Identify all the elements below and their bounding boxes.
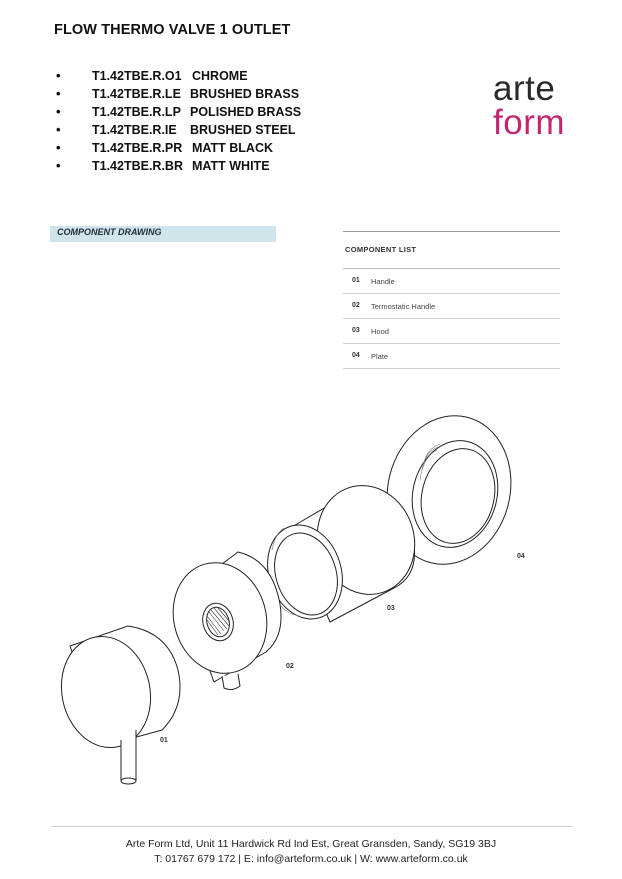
component-row	[343, 269, 560, 294]
section-label: COMPONENT DRAWING	[57, 227, 162, 237]
product-code: T1.42TBE.R.LE	[92, 87, 181, 101]
component-list-title: COMPONENT LIST	[345, 245, 417, 254]
logo-line-form: form	[493, 103, 565, 142]
product-item	[54, 85, 300, 103]
product-item	[54, 139, 273, 157]
component-row	[343, 294, 560, 319]
component-name: Termostatic Handle	[371, 302, 436, 311]
product-item	[54, 121, 296, 139]
arteform-logo	[493, 69, 565, 142]
component-number: 01	[352, 277, 360, 284]
product-code-list	[54, 67, 302, 175]
component-name: Handle	[371, 277, 395, 286]
product-item	[54, 103, 302, 121]
component-row	[343, 344, 560, 369]
component-name: Hood	[371, 327, 389, 336]
footer-address: Arte Form Ltd, Unit 11 Hardwick Rd Ind Est, Great Gransden, Sandy, SG19 3BJ	[125, 838, 497, 850]
component-name: Plate	[371, 352, 389, 361]
footer-divider	[52, 826, 572, 827]
bullet-icon: •	[56, 68, 61, 83]
component-drawing-heading	[50, 226, 276, 242]
product-code: T1.42TBE.R.LP	[92, 105, 181, 119]
component-list-table	[343, 231, 560, 369]
product-code: T1.42TBE.R.O1	[92, 69, 182, 83]
component-row	[343, 319, 560, 344]
handle-part	[51, 626, 180, 784]
product-code: T1.42TBE.R.PR	[92, 141, 183, 155]
product-finish: CHROME	[192, 69, 248, 83]
component-number: 02	[352, 302, 360, 309]
exploded-component-drawing	[0, 400, 622, 800]
product-code: T1.42TBE.R.IE	[92, 123, 177, 137]
product-finish: MATT WHITE	[192, 159, 270, 173]
callout-04: 04	[517, 553, 525, 560]
component-list-header	[343, 232, 560, 269]
callout-01: 01	[160, 737, 168, 744]
bullet-icon: •	[56, 122, 61, 137]
footer-contact: T: 01767 679 172 | E: info@arteform.co.uk | W: www.arteform.co.uk	[154, 853, 468, 865]
product-item	[54, 67, 248, 85]
component-number: 04	[352, 352, 360, 359]
logo-line-arte: arte	[493, 69, 556, 108]
product-item	[54, 157, 270, 175]
product-code: T1.42TBE.R.BR	[92, 159, 183, 173]
bullet-icon: •	[56, 140, 61, 155]
product-finish: BRUSHED BRASS	[190, 87, 300, 101]
callout-03: 03	[387, 605, 395, 612]
document-title: FLOW THERMO VALVE 1 OUTLET	[54, 22, 291, 38]
bullet-icon: •	[56, 158, 61, 173]
component-number: 03	[352, 327, 360, 334]
product-finish: BRUSHED STEEL	[190, 123, 296, 137]
thermostatic-handle-part	[160, 551, 281, 689]
bullet-icon: •	[56, 86, 61, 101]
product-finish: MATT BLACK	[192, 141, 273, 155]
callout-02: 02	[286, 663, 294, 670]
bullet-icon: •	[56, 104, 61, 119]
product-finish: POLISHED BRASS	[190, 105, 302, 119]
